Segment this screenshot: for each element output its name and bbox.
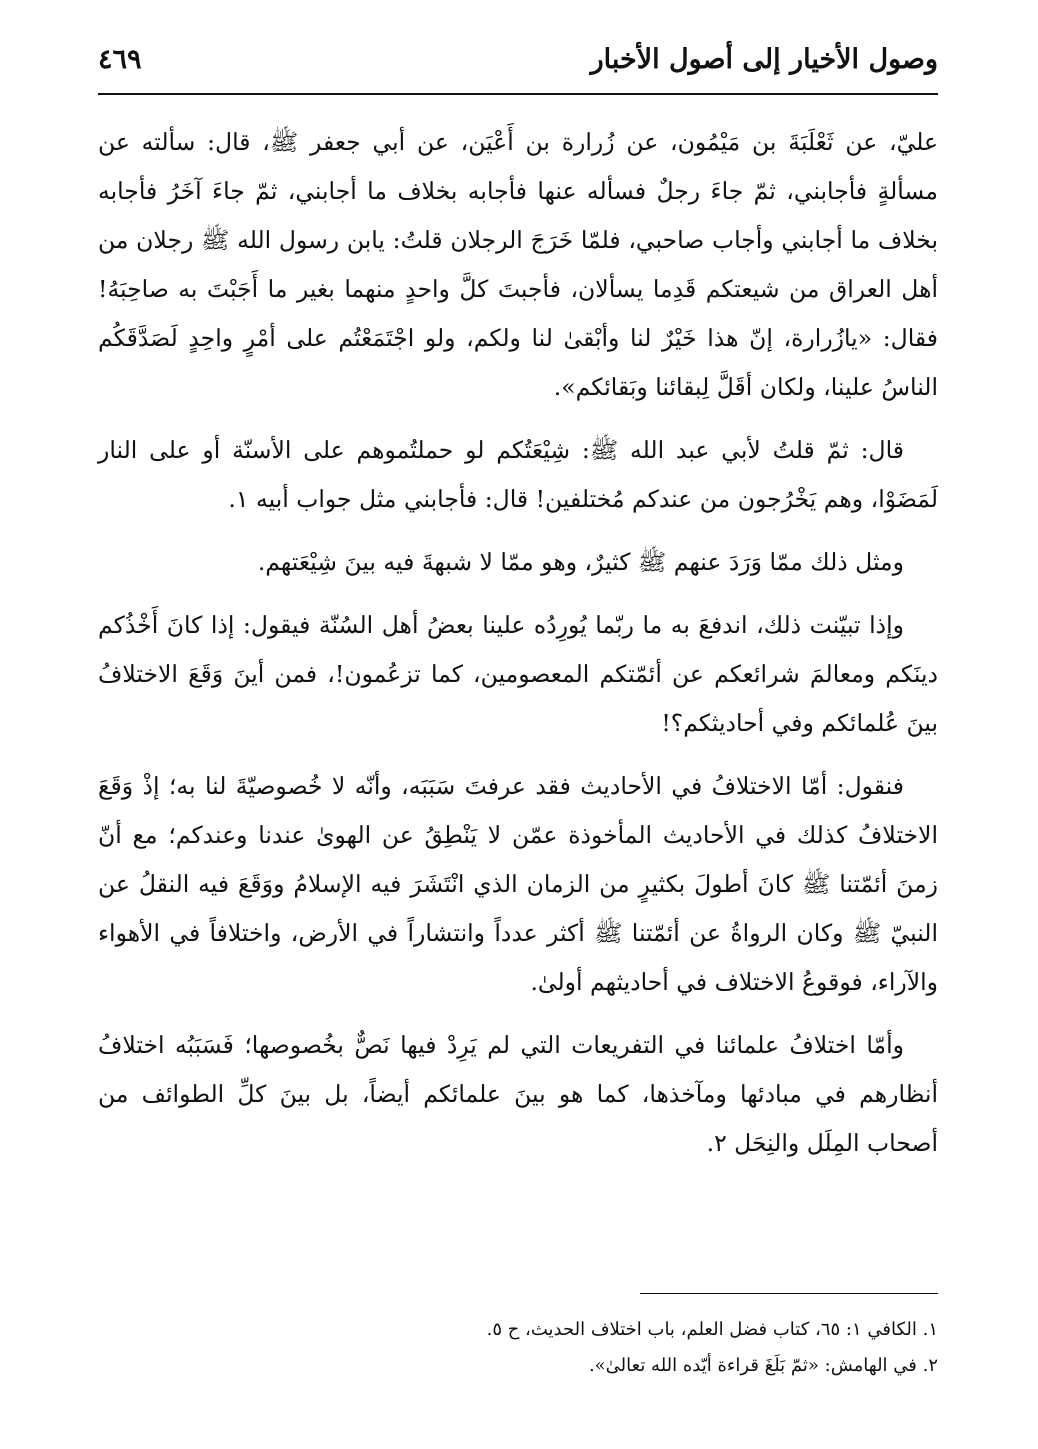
running-title: وصول الأخيار إلى أصول الأخبار — [590, 44, 938, 75]
paragraph-similar-reports: ومثل ذلك ممّا وَرَدَ عنهم ﷺ كثيرٌ، وهو ممّا لا شبهةَ فيه بينَ شِيْعَتهم. — [257, 548, 904, 576]
footnotes — [98, 1312, 938, 1384]
footnote-divider — [640, 1293, 938, 1294]
paragraph-response-scholars: وأمّا اختلافُ علمائنا في التفريعات التي لم يَرِدْ فيها نَصٌّ بخُصوصها؛ فَسَبَبُه اختلافُ أنظارهم في مبادئها ومآخذها، كما هو بينَ علمائكم أيضاً، بل بينَ كلِّ الطوائف من أصحاب المِلَل والنِحَل ٢. — [98, 1031, 938, 1157]
main-text — [98, 118, 938, 1182]
page-header — [98, 40, 938, 90]
paragraph-response-hadith: فنقول: أمّا الاختلافُ في الأحاديث فقد عرفتَ سَبَبَه، وأنّه لا خُصوصيّةَ لنا به؛ إذْ وَقَعَ الاختلافُ كذلك في الأحاديث المأخوذة عمّن لا يَنْطِقُ عن الهوىٰ عندنا وعندكم؛ مع أنّ زمنَ أئمّتنا ﷺ كانَ أطولَ بكثيرٍ من الزمان الذي انْتَشَرَ فيه الإسلامُ ووَقَعَ فيه النقلُ عن النبيّ ﷺ وكان الرواةُ عن أئمّتنا ﷺ أكثر عدداً وانتشاراً في الأرض، واختلافاً في الأهواء والآراء، فوقوعُ الاختلاف في أحاديثهم أولىٰ. — [98, 772, 938, 996]
paragraph-objection: وإذا تبيّنت ذلك، اندفعَ به ما ربّما يُورِدُه علينا بعضُ أهل السُنّة فيقول: إذا كانَ أَخْذُكم دينَكم ومعالمَ شرائعكم عن أئمّتكم المعصومين، كما تزعُمون!، فمن أينَ وَقَعَ الاختلافُ بينَ عُلمائكم وفي أحاديثكم؟! — [98, 611, 938, 737]
footnote-1: ١. الكافي ١: ٦٥، كتاب فضل العلم، باب اختلاف الحديث، ح ٥. — [486, 1319, 938, 1340]
footnote-2: ٢. في الهامش: «ثمّ بَلَغَ قراءة أيّده الله تعالىٰ». — [588, 1355, 938, 1376]
paragraph-hadith-zurara: عليّ، عن ثَعْلَبَةَ بن مَيْمُون، عن زُرارة بن أَعْيَن، عن أبي جعفر ﷺ، قال: سألته عن مسألةٍ فأجابني، ثمّ جاءَ رجلٌ فسأله عنها فأجابه بخلاف ما أجابني، ثمّ جاءَ آخَرُ فأجابه بخلاف ما أجابني وأجاب صاحبي، فلمّا خَرَجَ الرجلان قلتُ: يابن رسول الله ﷺ رجلان من أهل العراق من شيعتكم قَدِما يسألان، فأجبتَ كلَّ واحدٍ منهما بغير ما أَجَبْتَ به صاحِبَهُ! فقال: «يازُرارة، إنّ هذا خَيْرٌ لنا وأبْقىٰ لنا ولكم، ولو اجْتَمَعْتُم على أمْرٍ واحِدٍ لَصَدَّقَكُم الناسُ علينا، ولكان أقَلَّ لِبقائنا وبَقائكم». — [98, 128, 938, 401]
header-divider — [98, 93, 938, 95]
page-number: ٤٦٩ — [98, 44, 142, 75]
paragraph-abi-abdillah: قال: ثمّ قلتُ لأبي عبد الله ﷺ: شِيْعَتُكم لو حملتُموهم على الأسنّة أو على النار لَمَضَوْا، وهم يَخْرُجون من عندكم مُختلفين! قال: فأجابني مثل جواب أبيه ١. — [98, 436, 938, 513]
